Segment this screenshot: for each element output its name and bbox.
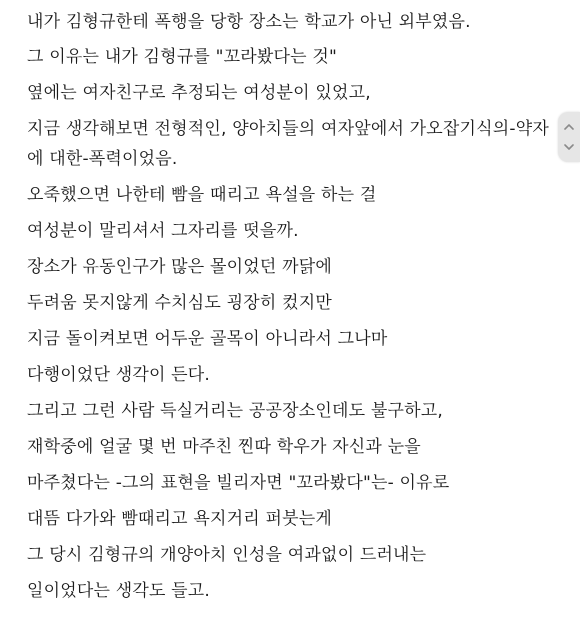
text-line: 내가 김형규한테 폭행을 당항 장소는 학교가 아닌 외부였음. [27, 12, 471, 32]
text-line: 여성분이 말리셔서 그자리를 떳을까. [27, 221, 299, 241]
chevron-down-icon[interactable] [564, 142, 574, 152]
text-line: 지금 돌이켜보면 어두운 골목이 아니라서 그나마 [27, 329, 388, 349]
scroll-handle[interactable] [558, 112, 580, 162]
text-line: 오죽했으면 나한테 빰을 때리고 욕설을 하는 걸 [27, 185, 377, 205]
text-line: 옆에는 여자친구로 추정되는 여성분이 있었고, [27, 83, 371, 103]
text-line: 에 대한-폭력이었음. [27, 149, 178, 169]
text-line: 대뜸 다가와 빰때리고 욕지거리 퍼붓는게 [27, 509, 332, 529]
text-line: 다행이었단 생각이 든다. [27, 365, 211, 385]
text-line: 그 당시 김형규의 개양아치 인성을 여과없이 드러내는 [27, 545, 427, 565]
chevron-up-icon[interactable] [564, 122, 574, 132]
text-line: 일이었다는 생각도 들고. [27, 581, 211, 601]
text-line: 지금 생각해보면 전형적인, 양아치들의 여자앞에서 가오잡기식의-약자 [27, 119, 549, 139]
text-line: 마주쳤다는 -그의 표현을 빌리자면 "꼬라봤다"는- 이유로 [27, 473, 450, 493]
text-line: 그리고 그런 사람 득실거리는 공공장소인데도 불구하고, [27, 401, 443, 421]
text-line: 두려움 못지않게 수치심도 굉장히 컸지만 [27, 293, 332, 313]
text-line: 장소가 유동인구가 많은 몰이었던 까닭에 [27, 257, 332, 277]
text-line: 재학중에 얼굴 몇 번 마주친 찐따 학우가 자신과 눈을 [27, 437, 421, 457]
text-line: 그 이유는 내가 김형규를 "꼬라봤다는 것" [27, 47, 338, 67]
